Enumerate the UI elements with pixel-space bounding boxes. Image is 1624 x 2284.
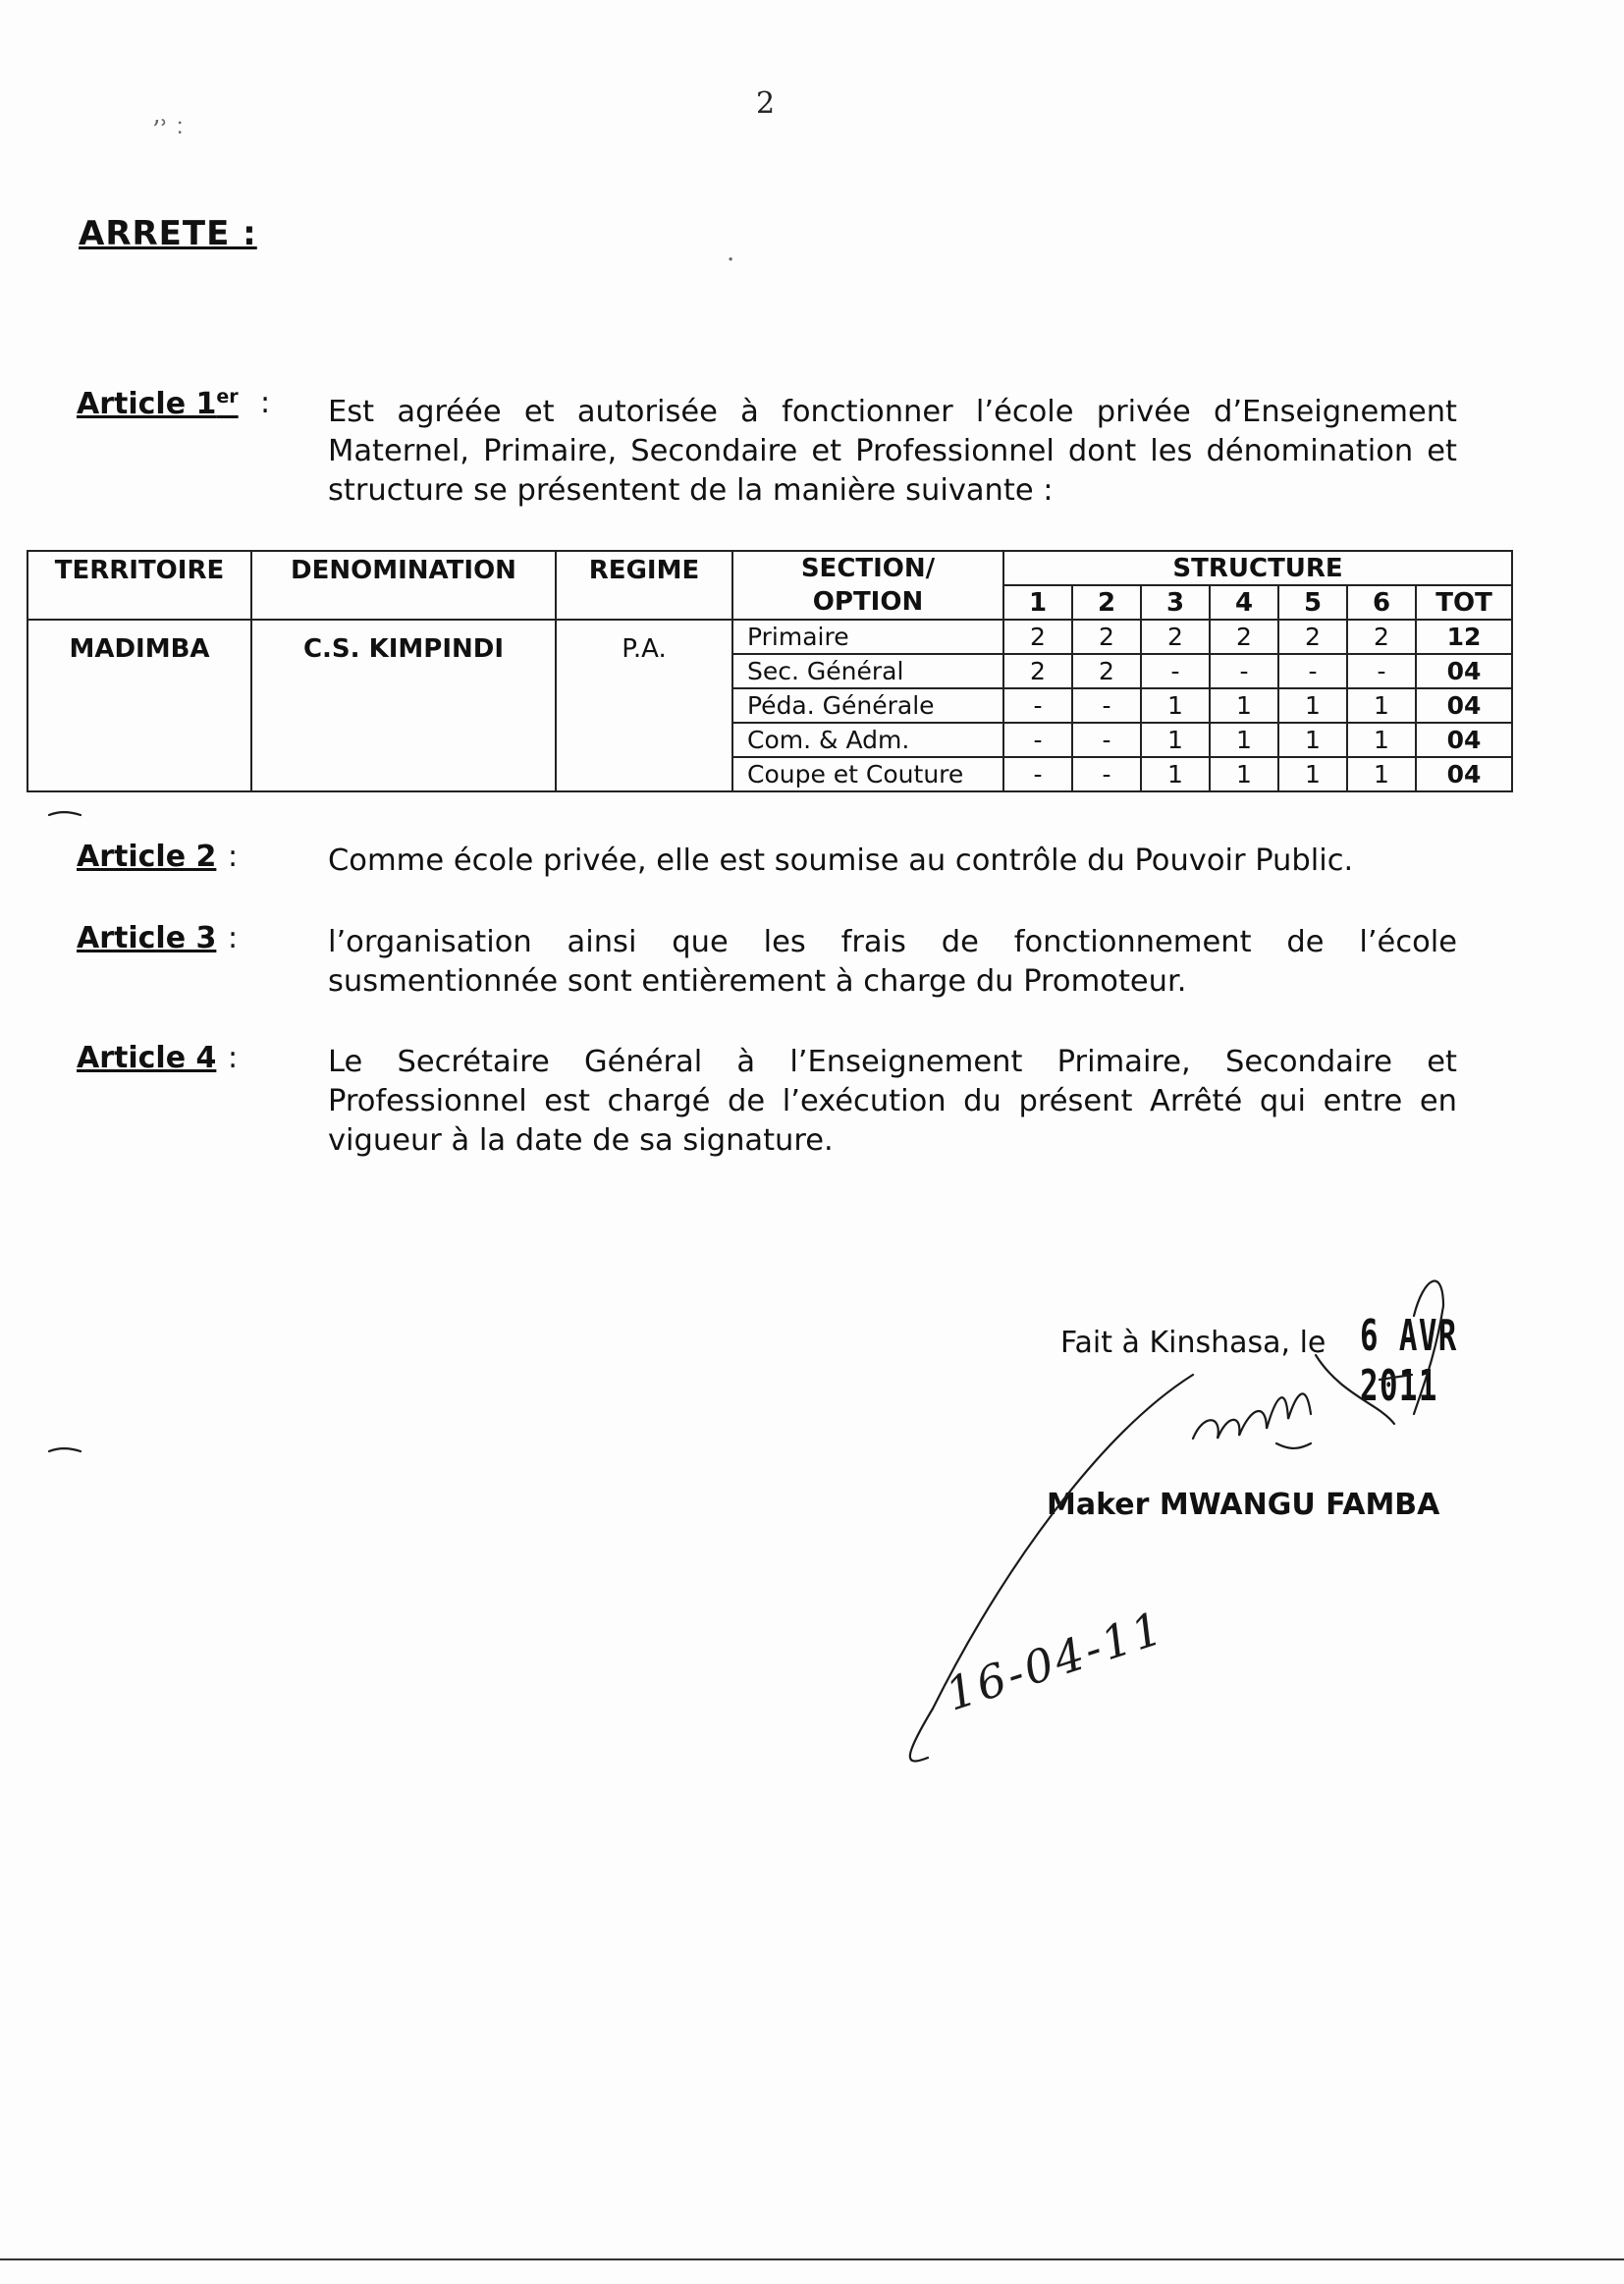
year-cell: - [1141, 654, 1210, 688]
year-cell: 1 [1278, 723, 1347, 757]
stray-mark: ’ʾ ˸ [152, 116, 184, 145]
year-cell: - [1003, 688, 1072, 723]
header-year: 3 [1141, 585, 1210, 620]
header-regime: REGIME [556, 551, 732, 620]
denomination-cell: C.S. KIMPINDI [251, 620, 556, 791]
year-cell: 1 [1347, 688, 1416, 723]
article-2-label: Article 2 [77, 840, 217, 874]
option-cell: Coupe et Couture [732, 757, 1003, 791]
decree-title: ARRETE : [79, 214, 257, 253]
handwritten-date: 16-04-11 [939, 1601, 1171, 1721]
year-cell: 2 [1141, 620, 1210, 654]
article-label-text: Article 1 [77, 387, 217, 421]
year-cell: 2 [1003, 620, 1072, 654]
year-cell: - [1210, 654, 1278, 688]
article-label-sup: er [216, 386, 239, 408]
year-cell: - [1347, 654, 1416, 688]
header-year: 4 [1210, 585, 1278, 620]
article-1-label [77, 386, 239, 421]
header-denomination: DENOMINATION [251, 551, 556, 620]
article-1-text: Est agréée et autorisée à fonctionner l’école privée d’Enseignement Maternel, Primaire, Secondaire et Professionnel dont les dénomination et structure se présentent de la manière suivante : [328, 395, 1457, 508]
article-2-text: Comme école privée, elle est soumise au contrôle du Pouvoir Public. [328, 843, 1354, 878]
article-colon: : [228, 840, 239, 874]
header-year: 1 [1003, 585, 1072, 620]
article-colon: : [228, 921, 239, 955]
table-row [27, 620, 1512, 654]
header-structure: STRUCTURE [1003, 551, 1512, 585]
article-4-text: Le Secrétaire Général à l’Enseignement Primaire, Secondaire et Professionnel est chargé de l’exécution du présent Arrêté qui entre en vigueur à la date de sa signature. [328, 1045, 1457, 1158]
option-cell: Péda. Générale [732, 688, 1003, 723]
year-cell: 2 [1072, 654, 1141, 688]
year-cell: 1 [1141, 757, 1210, 791]
year-cell: 1 [1347, 723, 1416, 757]
article-4-label: Article 4 [77, 1041, 217, 1075]
tot-cell: 04 [1416, 723, 1512, 757]
year-cell: 2 [1278, 620, 1347, 654]
article-3-text: l’organisation ainsi que les frais de fonctionnement de l’école susmentionnée sont entièrement à charge du Promoteur. [328, 925, 1457, 999]
year-cell: 1 [1278, 688, 1347, 723]
year-cell: - [1278, 654, 1347, 688]
year-cell: 1 [1278, 757, 1347, 791]
tot-cell: 04 [1416, 757, 1512, 791]
year-cell: 1 [1210, 688, 1278, 723]
year-cell: - [1072, 723, 1141, 757]
signer-name: Maker MWANGU FAMBA [1047, 1488, 1440, 1522]
tot-cell: 04 [1416, 654, 1512, 688]
page-number: 2 [756, 86, 776, 121]
territoire-cell: MADIMBA [27, 620, 251, 791]
year-cell: - [1072, 757, 1141, 791]
year-cell: 1 [1210, 723, 1278, 757]
year-cell: 2 [1072, 620, 1141, 654]
date-stamp: 6 AVR 2011 [1360, 1311, 1458, 1411]
header-year: 2 [1072, 585, 1141, 620]
year-cell: 1 [1141, 688, 1210, 723]
year-cell: - [1072, 688, 1141, 723]
header-option: OPTION [732, 585, 1003, 620]
header-tot: TOT [1416, 585, 1512, 620]
option-cell: Com. & Adm. [732, 723, 1003, 757]
article-colon: : [260, 386, 271, 420]
article-colon: : [228, 1041, 239, 1075]
structure-table [27, 550, 1513, 792]
header-year: 5 [1278, 585, 1347, 620]
header-territoire: TERRITOIRE [27, 551, 251, 620]
place-date: Fait à Kinshasa, le [1060, 1326, 1326, 1360]
option-cell: Sec. Général [732, 654, 1003, 688]
year-cell: 1 [1210, 757, 1278, 791]
year-cell: 2 [1210, 620, 1278, 654]
tot-cell: 12 [1416, 620, 1512, 654]
header-year: 6 [1347, 585, 1416, 620]
year-cell: - [1003, 723, 1072, 757]
article-3-label: Article 3 [77, 921, 217, 955]
year-cell: - [1003, 757, 1072, 791]
year-cell: 2 [1003, 654, 1072, 688]
year-cell: 1 [1347, 757, 1416, 791]
year-cell: 1 [1141, 723, 1210, 757]
header-section: SECTION/ [732, 551, 1003, 585]
tot-cell: 04 [1416, 688, 1512, 723]
stray-mark: · [727, 245, 735, 275]
option-cell: Primaire [732, 620, 1003, 654]
year-cell: 2 [1347, 620, 1416, 654]
regime-cell: P.A. [556, 620, 732, 791]
footer-rule [0, 2258, 1624, 2260]
